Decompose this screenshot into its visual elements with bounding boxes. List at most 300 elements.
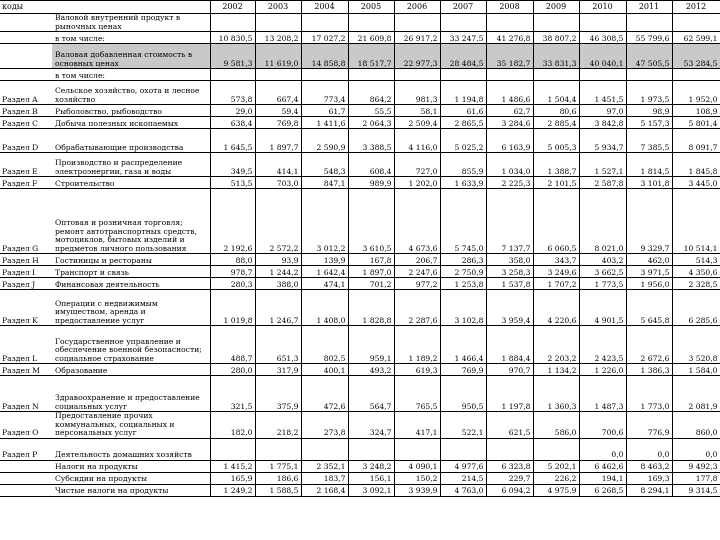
value-cell: 53 284,5 [672,44,720,69]
value-cell: 638,4 [210,117,255,129]
year-header: 2003 [255,1,301,14]
value-cell: 0,0 [672,438,720,460]
value-cell: 6 060,5 [533,189,579,254]
value-cell: 1 584,0 [672,364,720,376]
value-cell: 41 276,8 [486,32,533,44]
value-cell: 10 830,5 [210,32,255,44]
value-cell: 2 509,4 [394,117,440,129]
value-cell [348,14,394,32]
indicator-name: Оптовая и розничная торговля; ремонт автотранспортных средств, мотоциклов, бытовых изделий и предметов личного пользования [52,189,210,254]
value-cell: 3 971,5 [626,266,672,278]
value-cell: 977,2 [394,278,440,290]
value-cell: 776,9 [626,412,672,439]
value-cell: 47 505,5 [626,44,672,69]
value-cell: 4 763,0 [440,484,486,496]
value-cell: 3 102,8 [440,290,486,326]
value-cell: 1 244,2 [255,266,301,278]
indicator-name: Обрабатывающие производства [52,129,210,153]
value-cell: 2 352,1 [301,460,348,472]
value-cell: 462,0 [626,254,672,266]
value-cell [255,14,301,32]
indicator-name: в том числе: [52,69,210,81]
section-code [0,32,52,44]
year-header: 2009 [533,1,579,14]
table-row [0,81,720,105]
value-cell: 1 486,6 [486,81,533,105]
value-cell: 608,4 [348,153,394,177]
value-cell: 548,3 [301,153,348,177]
value-cell [394,438,440,460]
value-cell: 10 514,1 [672,189,720,254]
value-cell: 3 284,6 [486,117,533,129]
value-cell: 156,1 [348,472,394,484]
indicator-name: Налоги на продукты [52,460,210,472]
table-row [0,153,720,177]
value-cell: 4 901,5 [579,290,626,326]
value-cell [626,14,672,32]
value-cell: 573,8 [210,81,255,105]
value-cell: 98,9 [626,105,672,117]
table-row [0,278,720,290]
value-cell: 564,7 [348,376,394,412]
value-cell: 3 445,0 [672,177,720,189]
indicator-name: Строительство [52,177,210,189]
value-cell: 1 194,8 [440,81,486,105]
value-cell: 970,7 [486,364,533,376]
indicator-name: Деятельность домашних хозяйств [52,438,210,460]
value-cell: 701,2 [348,278,394,290]
section-code: Раздел O [0,412,52,439]
value-cell: 33 247,5 [440,32,486,44]
value-cell: 5 801,4 [672,117,720,129]
value-cell: 229,7 [486,472,533,484]
value-cell: 2 572,2 [255,189,301,254]
year-header: 2005 [348,1,394,14]
value-cell: 38 807,2 [533,32,579,44]
value-cell [486,438,533,460]
value-cell: 1 034,0 [486,153,533,177]
value-cell [394,14,440,32]
value-cell [440,69,486,81]
table-row [0,189,720,254]
value-cell [210,14,255,32]
header-code-label: коды [0,1,52,14]
value-cell: 2 247,6 [394,266,440,278]
value-cell: 17 027,2 [301,32,348,44]
indicator-name: Чистые налоги на продукты [52,484,210,496]
value-cell: 2 672,6 [626,326,672,364]
value-cell [348,69,394,81]
section-code: Раздел C [0,117,52,129]
value-cell: 1 642,4 [301,266,348,278]
value-cell: 150,2 [394,472,440,484]
value-cell: 167,8 [348,254,394,266]
value-cell: 855,9 [440,153,486,177]
value-cell [672,14,720,32]
value-cell: 0,0 [626,438,672,460]
value-cell: 33 831,3 [533,44,579,69]
value-cell: 22 977,3 [394,44,440,69]
value-cell: 2 192,6 [210,189,255,254]
year-header: 2004 [301,1,348,14]
value-cell: 5 202,1 [533,460,579,472]
value-cell: 226,2 [533,472,579,484]
value-cell: 108,9 [672,105,720,117]
section-code [0,472,52,484]
value-cell: 8 021,0 [579,189,626,254]
value-cell: 727,0 [394,153,440,177]
year-header: 2010 [579,1,626,14]
value-cell: 194,1 [579,472,626,484]
value-cell: 1 956,0 [626,278,672,290]
indicator-name: Валовой внутренний продукт в рыночных ценах [52,14,210,32]
table-row [0,438,720,460]
table-row [0,129,720,153]
value-cell: 61,7 [301,105,348,117]
table-row [0,290,720,326]
value-cell: 513,5 [210,177,255,189]
value-cell: 8 091,7 [672,129,720,153]
value-cell [579,69,626,81]
value-cell: 88,0 [210,254,255,266]
indicator-name: Здравоохранение и предоставление социальных услуг [52,376,210,412]
value-cell: 177,8 [672,472,720,484]
value-cell: 1 814,5 [626,153,672,177]
indicator-name: Предоставление прочих коммунальных, социальных и персональных услуг [52,412,210,439]
value-cell: 667,4 [255,81,301,105]
value-cell: 59,4 [255,105,301,117]
value-cell: 700,6 [579,412,626,439]
value-cell: 1 973,5 [626,81,672,105]
indicator-name: Финансовая деятельность [52,278,210,290]
indicator-name: в том числе: [52,32,210,44]
value-cell: 58,1 [394,105,440,117]
table-row [0,177,720,189]
value-cell: 860,0 [672,412,720,439]
indicator-name: Гостиницы и рестораны [52,254,210,266]
indicator-name: Операции с недвижимым имуществом, аренда и предоставление услуг [52,290,210,326]
value-cell: 3 662,5 [579,266,626,278]
value-cell: 2 590,9 [301,129,348,153]
value-cell: 400,1 [301,364,348,376]
value-cell [301,69,348,81]
value-cell: 349,5 [210,153,255,177]
value-cell: 3 842,8 [579,117,626,129]
value-cell: 182,0 [210,412,255,439]
value-cell: 1 451,5 [579,81,626,105]
value-cell: 5 934,7 [579,129,626,153]
indicator-name: Производство и распределение электроэнергии, газа и воды [52,153,210,177]
value-cell: 2 750,9 [440,266,486,278]
value-cell: 978,7 [210,266,255,278]
value-cell: 4 975,9 [533,484,579,496]
table-row [0,484,720,496]
value-cell: 414,1 [255,153,301,177]
table-row [0,460,720,472]
table-row [0,32,720,44]
section-code [0,484,52,496]
value-cell: 214,5 [440,472,486,484]
value-cell: 847,1 [301,177,348,189]
value-cell: 11 619,0 [255,44,301,69]
value-cell: 321,5 [210,376,255,412]
value-cell: 864,2 [348,81,394,105]
value-cell [210,438,255,460]
year-header: 2002 [210,1,255,14]
value-cell: 7 137,7 [486,189,533,254]
value-cell: 206,7 [394,254,440,266]
value-cell: 8 463,2 [626,460,672,472]
value-cell: 765,5 [394,376,440,412]
value-cell [533,69,579,81]
value-cell [255,69,301,81]
value-cell: 6 268,5 [579,484,626,496]
value-cell: 317,9 [255,364,301,376]
value-cell: 165,9 [210,472,255,484]
value-cell: 1 134,2 [533,364,579,376]
value-cell [210,69,255,81]
value-cell: 1 588,5 [255,484,301,496]
value-cell: 959,1 [348,326,394,364]
value-cell: 18 517,7 [348,44,394,69]
section-code: Раздел A [0,81,52,105]
value-cell: 6 163,9 [486,129,533,153]
value-cell: 5 645,8 [626,290,672,326]
value-cell: 474,1 [301,278,348,290]
value-cell: 1 537,8 [486,278,533,290]
value-cell: 273,8 [301,412,348,439]
section-code: Раздел B [0,105,52,117]
value-cell [626,69,672,81]
value-cell: 1 773,0 [626,376,672,412]
indicator-name: Валовая добавленная стоимость в основных ценах [52,44,210,69]
indicator-name: Добыча полезных ископаемых [52,117,210,129]
value-cell [533,438,579,460]
value-cell: 1 487,3 [579,376,626,412]
value-cell: 1 249,2 [210,484,255,496]
value-cell: 522,1 [440,412,486,439]
value-cell [394,69,440,81]
value-cell: 2 081,9 [672,376,720,412]
value-cell: 403,2 [579,254,626,266]
value-cell: 989,9 [348,177,394,189]
value-cell: 5 025,2 [440,129,486,153]
value-cell: 1 388,7 [533,153,579,177]
value-cell: 62,7 [486,105,533,117]
value-cell: 493,2 [348,364,394,376]
value-cell: 286,3 [440,254,486,266]
year-header: 2012 [672,1,720,14]
value-cell: 703,0 [255,177,301,189]
indicator-name: Транспорт и связь [52,266,210,278]
indicator-name: Сельское хозяйство, охота и лесное хозяйство [52,81,210,105]
value-cell: 3 258,3 [486,266,533,278]
value-cell: 981,3 [394,81,440,105]
value-cell: 4 090,1 [394,460,440,472]
section-code: Раздел H [0,254,52,266]
table-row [0,376,720,412]
value-cell: 3 248,2 [348,460,394,472]
value-cell: 2 587,8 [579,177,626,189]
value-cell: 0,0 [579,438,626,460]
value-cell: 6 094,2 [486,484,533,496]
table-row [0,69,720,81]
value-cell: 651,3 [255,326,301,364]
value-cell: 1 884,4 [486,326,533,364]
value-cell: 9 581,3 [210,44,255,69]
value-cell: 2 225,3 [486,177,533,189]
value-cell: 375,9 [255,376,301,412]
value-cell: 3 012,2 [301,189,348,254]
value-cell: 1 253,8 [440,278,486,290]
value-cell: 21 609,8 [348,32,394,44]
value-cell: 3 249,6 [533,266,579,278]
value-cell: 183,7 [301,472,348,484]
value-cell: 1 246,7 [255,290,301,326]
value-cell: 488,7 [210,326,255,364]
value-cell: 1 202,0 [394,177,440,189]
value-cell: 2 423,5 [579,326,626,364]
table-row [0,254,720,266]
section-code [0,44,52,69]
value-cell: 169,3 [626,472,672,484]
value-cell: 2 064,3 [348,117,394,129]
value-cell: 6 285,6 [672,290,720,326]
value-cell: 35 182,7 [486,44,533,69]
value-cell: 5 157,3 [626,117,672,129]
table-row [0,472,720,484]
value-cell: 1 466,4 [440,326,486,364]
value-cell: 1 845,8 [672,153,720,177]
value-cell: 28 484,5 [440,44,486,69]
value-cell: 4 673,6 [394,189,440,254]
value-cell: 358,0 [486,254,533,266]
indicator-name: Рыболовство, рыбоводство [52,105,210,117]
value-cell: 3 959,4 [486,290,533,326]
value-cell: 280,0 [210,364,255,376]
value-cell: 1 897,7 [255,129,301,153]
section-code: Раздел D [0,129,52,153]
year-header: 2007 [440,1,486,14]
value-cell: 46 308,5 [579,32,626,44]
section-code: Раздел K [0,290,52,326]
value-cell: 97,0 [579,105,626,117]
value-cell: 9 492,3 [672,460,720,472]
value-cell: 218,2 [255,412,301,439]
value-cell: 2 168,4 [301,484,348,496]
value-cell: 514,3 [672,254,720,266]
value-cell [533,14,579,32]
value-cell: 621,5 [486,412,533,439]
value-cell [440,14,486,32]
value-cell: 62 599,1 [672,32,720,44]
value-cell: 4 350,6 [672,266,720,278]
indicator-name: Субсидии на продукты [52,472,210,484]
value-cell: 3 092,1 [348,484,394,496]
value-cell: 388,0 [255,278,301,290]
value-cell: 2 287,6 [394,290,440,326]
table-row [0,266,720,278]
value-cell: 3 520,8 [672,326,720,364]
value-cell: 1 411,6 [301,117,348,129]
year-header: 2011 [626,1,672,14]
section-code [0,69,52,81]
value-cell: 55 799,6 [626,32,672,44]
value-cell: 2 328,5 [672,278,720,290]
value-cell: 417,1 [394,412,440,439]
section-code: Раздел L [0,326,52,364]
value-cell: 186,6 [255,472,301,484]
value-cell: 8 294,1 [626,484,672,496]
value-cell: 1 773,5 [579,278,626,290]
value-cell: 1 408,0 [301,290,348,326]
section-code: Раздел J [0,278,52,290]
value-cell: 3 610,5 [348,189,394,254]
value-cell [579,14,626,32]
value-cell: 1 897,0 [348,266,394,278]
value-cell: 1 226,0 [579,364,626,376]
value-cell: 773,4 [301,81,348,105]
value-cell: 1 527,1 [579,153,626,177]
value-cell: 5 745,0 [440,189,486,254]
value-cell: 1 633,9 [440,177,486,189]
value-cell [301,14,348,32]
section-code: Раздел N [0,376,52,412]
value-cell: 5 005,3 [533,129,579,153]
table-row [0,14,720,32]
year-header: 2008 [486,1,533,14]
value-cell: 80,6 [533,105,579,117]
value-cell: 3 101,8 [626,177,672,189]
value-cell: 26 917,2 [394,32,440,44]
value-cell: 6 462,6 [579,460,626,472]
value-cell: 280,3 [210,278,255,290]
value-cell: 769,9 [440,364,486,376]
value-cell: 1 197,8 [486,376,533,412]
value-cell: 343,7 [533,254,579,266]
value-cell: 2 101,5 [533,177,579,189]
value-cell: 3 939,9 [394,484,440,496]
header-row [0,1,720,14]
value-cell: 1 386,3 [626,364,672,376]
value-cell: 3 388,5 [348,129,394,153]
table-row [0,326,720,364]
value-cell: 1 189,2 [394,326,440,364]
indicator-name: Государственное управление и обеспечение военной безопасности; социальное страхование [52,326,210,364]
value-cell: 2 203,2 [533,326,579,364]
value-cell: 14 858,8 [301,44,348,69]
section-code: Раздел G [0,189,52,254]
value-cell: 9 314,5 [672,484,720,496]
section-code: Раздел M [0,364,52,376]
value-cell: 2 885,4 [533,117,579,129]
section-code [0,460,52,472]
value-cell: 4 977,6 [440,460,486,472]
value-cell: 1 645,5 [210,129,255,153]
table-row [0,44,720,69]
value-cell: 6 323,8 [486,460,533,472]
value-cell [255,438,301,460]
value-cell: 13 208,2 [255,32,301,44]
value-cell: 1 775,1 [255,460,301,472]
value-cell: 1 415,2 [210,460,255,472]
value-cell: 55,5 [348,105,394,117]
value-cell: 29,0 [210,105,255,117]
table-row [0,105,720,117]
value-cell: 7 385,5 [626,129,672,153]
value-cell: 61,6 [440,105,486,117]
value-cell [672,69,720,81]
